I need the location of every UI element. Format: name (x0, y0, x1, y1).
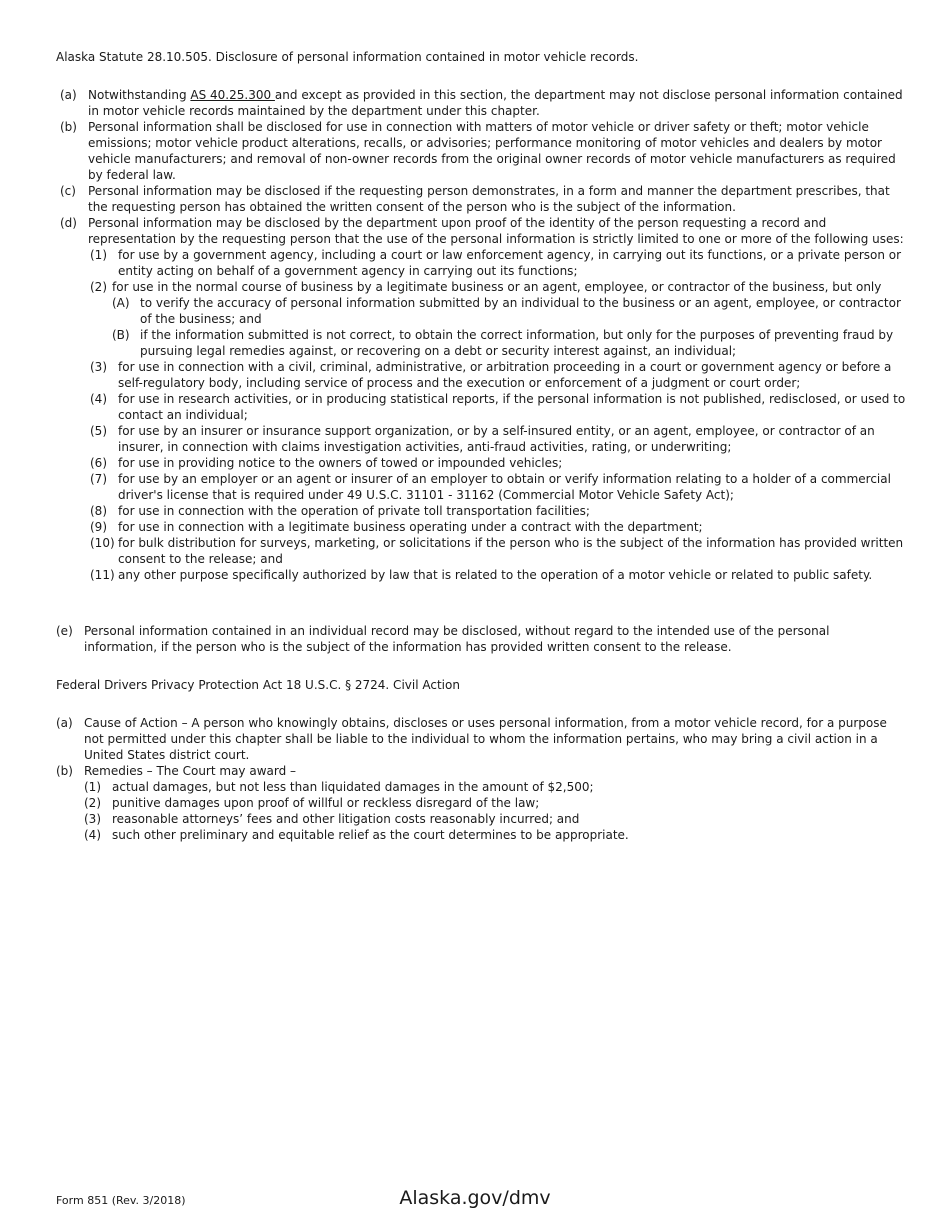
use-label: (4) (90, 392, 107, 406)
subsection-c (60, 183, 906, 215)
use-text: for use in connection with a civil, criminal, administrative, or arbitration proceeding in a court or government agency or before a self-regulatory body, including service of process and the execution or enforcement of a judgment or court order; (118, 360, 892, 390)
remedy-item (84, 827, 906, 843)
federal-subsection-b (56, 763, 906, 779)
remedy-text: actual damages, but not less than liquidated damages in the amount of $2,500; (112, 780, 594, 794)
use-text: for use by an insurer or insurance support organization, or by a self-insured entity, or an agent, employee, or contractor of an insurer, in connection with claims investigation activities, anti-fraud activities, rating, or underwriting; (118, 424, 875, 454)
form-number: Form 851 (Rev. 3/2018) (56, 1194, 186, 1207)
use-text: any other purpose specifically authorized by law that is related to the operation of a motor vehicle or related to public safety. (118, 568, 873, 582)
subsection-e-label: (e) (56, 624, 73, 638)
use-label: (3) (90, 360, 107, 374)
use-item (90, 391, 906, 423)
subsection-e (56, 623, 906, 655)
use-text: for use by an employer or an agent or insurer of an employer to obtain or verify information relating to a holder of a commercial driver's license that is required under 49 U.S.C. 31101 - 31162 (Commercial Motor Vehicle Safety Act); (118, 472, 891, 502)
remedy-item (84, 811, 906, 827)
use-text: for bulk distribution for surveys, marketing, or solicitations if the person who is the subject of the information has provided written consent to the release; and (118, 536, 904, 566)
subsection-d (60, 215, 906, 247)
subsection-b (60, 119, 906, 183)
subsection-c-label: (c) (60, 184, 76, 198)
as-40-25-300-link[interactable]: AS 40.25.300 (190, 88, 275, 102)
use-label: (6) (90, 456, 107, 470)
subsection-e-block (56, 623, 906, 655)
use-label: (5) (90, 424, 107, 438)
federal-subsection-a-text: Cause of Action – A person who knowingly obtains, discloses or uses personal information, from a motor vehicle record, for a purpose not permitted under this chapter shall be liable to the individual to whom the information pertains, who may bring a civil action in a United States district court. (84, 716, 887, 762)
use-item (90, 247, 906, 279)
alaska-statute-section (56, 87, 906, 583)
use-item (90, 535, 906, 567)
subsection-a-text (88, 87, 906, 119)
remedy-item (84, 795, 906, 811)
use-label: (2) (90, 280, 107, 294)
subsection-a-label: (a) (60, 88, 77, 102)
subsection-e-text: Personal information contained in an individual record may be disclosed, without regard to the intended use of the personal information, if the person who is the subject of the information has provided written consent to the release. (84, 624, 830, 654)
use-item (90, 519, 906, 535)
federal-subsection-a (56, 715, 906, 763)
federal-subsection-b-text: Remedies – The Court may award – (84, 764, 297, 778)
dmv-website: Alaska.gov/dmv (399, 1187, 551, 1209)
subsection-a-post: and except as provided in this section, the department may not disclose personal information contained in motor vehicle records maintained by the department under this chapter. (88, 88, 903, 118)
use-subitem (112, 295, 906, 327)
use-text: for use in connection with a legitimate business operating under a contract with the department; (118, 520, 703, 534)
use-text: for use in providing notice to the owners of towed or impounded vehicles; (118, 456, 563, 470)
use-item (90, 359, 906, 391)
remedy-label: (2) (84, 796, 101, 810)
remedy-item (84, 779, 906, 795)
remedy-label: (4) (84, 828, 101, 842)
use-item (90, 567, 906, 583)
remedy-label: (1) (84, 780, 101, 794)
use-subitem (112, 327, 906, 359)
use-item (90, 279, 906, 295)
use-text: for use in the normal course of business by a legitimate business or an agent, employee, or contractor of the business, but only (112, 280, 882, 294)
remedy-label: (3) (84, 812, 101, 826)
subsection-a-pre: Notwithstanding (88, 88, 191, 102)
use-item (90, 455, 906, 471)
federal-subsection-b-label: (b) (56, 764, 73, 778)
federal-act-title: Federal Drivers Privacy Protection Act 18 U.S.C. § 2724. Civil Action (56, 678, 460, 692)
subsection-d-text: Personal information may be disclosed by the department upon proof of the identity of the person requesting a record and representation by the requesting person that the use of the personal information is strictly limited to one or more of the following uses: (88, 216, 904, 246)
use-text: for use in connection with the operation of private toll transportation facilities; (118, 504, 590, 518)
use-text: for use by a government agency, including a court or law enforcement agency, in carrying out its functions, or a private person or entity acting on behalf of a government agency in carrying out its functions; (118, 248, 902, 278)
use-label: (11) (90, 568, 115, 582)
federal-act-section (56, 715, 906, 843)
use-label: (9) (90, 520, 107, 534)
use-label: (7) (90, 472, 107, 486)
use-sublabel: (A) (112, 296, 130, 310)
subsection-d-label: (d) (60, 216, 77, 230)
remedy-text: such other preliminary and equitable relief as the court determines to be appropriate. (112, 828, 629, 842)
subsection-b-label: (b) (60, 120, 77, 134)
subsection-b-text: Personal information shall be disclosed for use in connection with matters of motor vehicle or driver safety or theft; motor vehicle emissions; motor vehicle product alterations, recalls, or advisories; performance monitoring of motor vehicles and dealers by motor vehicle manufacturers; and removal of non-owner records from the original owner records of motor vehicle manufacturers as required by federal law. (88, 120, 896, 182)
statute-title: Alaska Statute 28.10.505. Disclosure of personal information contained in motor vehicle records. (56, 50, 639, 64)
use-item (90, 423, 906, 455)
remedy-text: punitive damages upon proof of willful or reckless disregard of the law; (112, 796, 540, 810)
use-sublabel: (B) (112, 328, 130, 342)
use-subtext: if the information submitted is not correct, to obtain the correct information, but only for the purposes of preventing fraud by pursuing legal remedies against, or recovering on a debt or security interest against, an individual; (140, 328, 894, 358)
use-label: (10) (90, 536, 115, 550)
use-item (90, 503, 906, 519)
subsection-a (60, 87, 906, 119)
use-label: (1) (90, 248, 107, 262)
remedy-text: reasonable attorneys’ fees and other litigation costs reasonably incurred; and (112, 812, 580, 826)
subsection-c-text: Personal information may be disclosed if the requesting person demonstrates, in a form and manner the department prescribes, that the requesting person has obtained the written consent of the person who is the subject of the information. (88, 184, 890, 214)
use-text: for use in research activities, or in producing statistical reports, if the personal information is not published, redisclosed, or used to contact an individual; (118, 392, 906, 422)
federal-subsection-a-label: (a) (56, 716, 73, 730)
use-item (90, 471, 906, 503)
use-subtext: to verify the accuracy of personal information submitted by an individual to the business or an agent, employee, or contractor of the business; and (140, 296, 901, 326)
use-label: (8) (90, 504, 107, 518)
